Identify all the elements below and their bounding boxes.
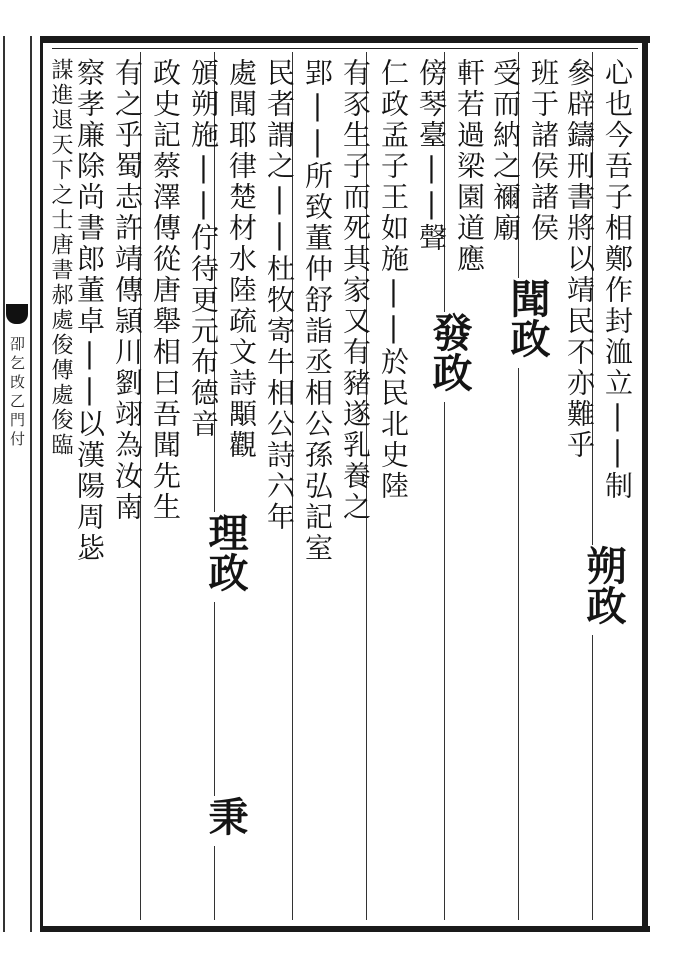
text-column: 軒若過梁園道應 xyxy=(453,58,486,275)
text-column: 頒朔施||佇待更元布德音 xyxy=(187,58,220,440)
text-column: 受而納之禰廟 xyxy=(489,58,522,244)
frame-right-border xyxy=(642,36,648,932)
text-column: 有豕生子而死其家又有豬遂乳養之 xyxy=(339,58,372,523)
text-column: 傍琴臺||聲 xyxy=(415,58,448,254)
heading-term: 理政 xyxy=(196,512,242,602)
text-column: 心也今吾子相鄭作封洫立||制 xyxy=(601,58,634,502)
text-column: 有之乎蜀志許靖傳頴川劉翊為汝南 xyxy=(111,58,144,523)
fold-margin xyxy=(0,36,40,932)
text-column: 民者謂之||杜牧寄牛相公詩六年 xyxy=(263,58,296,533)
text-column: 班于諸侯諸侯 xyxy=(527,58,560,244)
margin-rule xyxy=(3,36,5,932)
text-column: 察孝廉除尚書郎董卓||以漢陽周毖 xyxy=(73,58,106,564)
heading-term: 發政 xyxy=(420,312,466,402)
text-column: 處聞耶律楚材水陸疏文詩顒觀 xyxy=(225,58,258,461)
frame-inner-rule xyxy=(52,48,638,49)
frame-left-border xyxy=(40,36,43,932)
fishtail-mark-icon xyxy=(6,304,28,324)
text-column: 仁政孟子王如施||於民北史陸 xyxy=(377,58,410,502)
frame-top-border xyxy=(42,36,650,43)
text-column: 參辟鑄刑書將以靖民不亦難乎 xyxy=(563,58,596,461)
text-column: 郢||所致董仲舒詣丞相公孫弘記室 xyxy=(301,58,334,564)
heading-term: 秉 xyxy=(196,796,242,846)
margin-label: 卲乞攺乙門付 xyxy=(8,336,26,450)
heading-term: 朔政 xyxy=(574,545,620,635)
text-column: 謀進退天下之士唐書郝處俊傳處俊臨 xyxy=(48,58,73,458)
frame-bottom-border xyxy=(42,926,650,932)
margin-rule xyxy=(30,36,32,932)
text-column: 政史記蔡澤傳從唐舉相曰吾聞先生 xyxy=(149,58,182,523)
heading-term: 聞政 xyxy=(498,278,544,368)
